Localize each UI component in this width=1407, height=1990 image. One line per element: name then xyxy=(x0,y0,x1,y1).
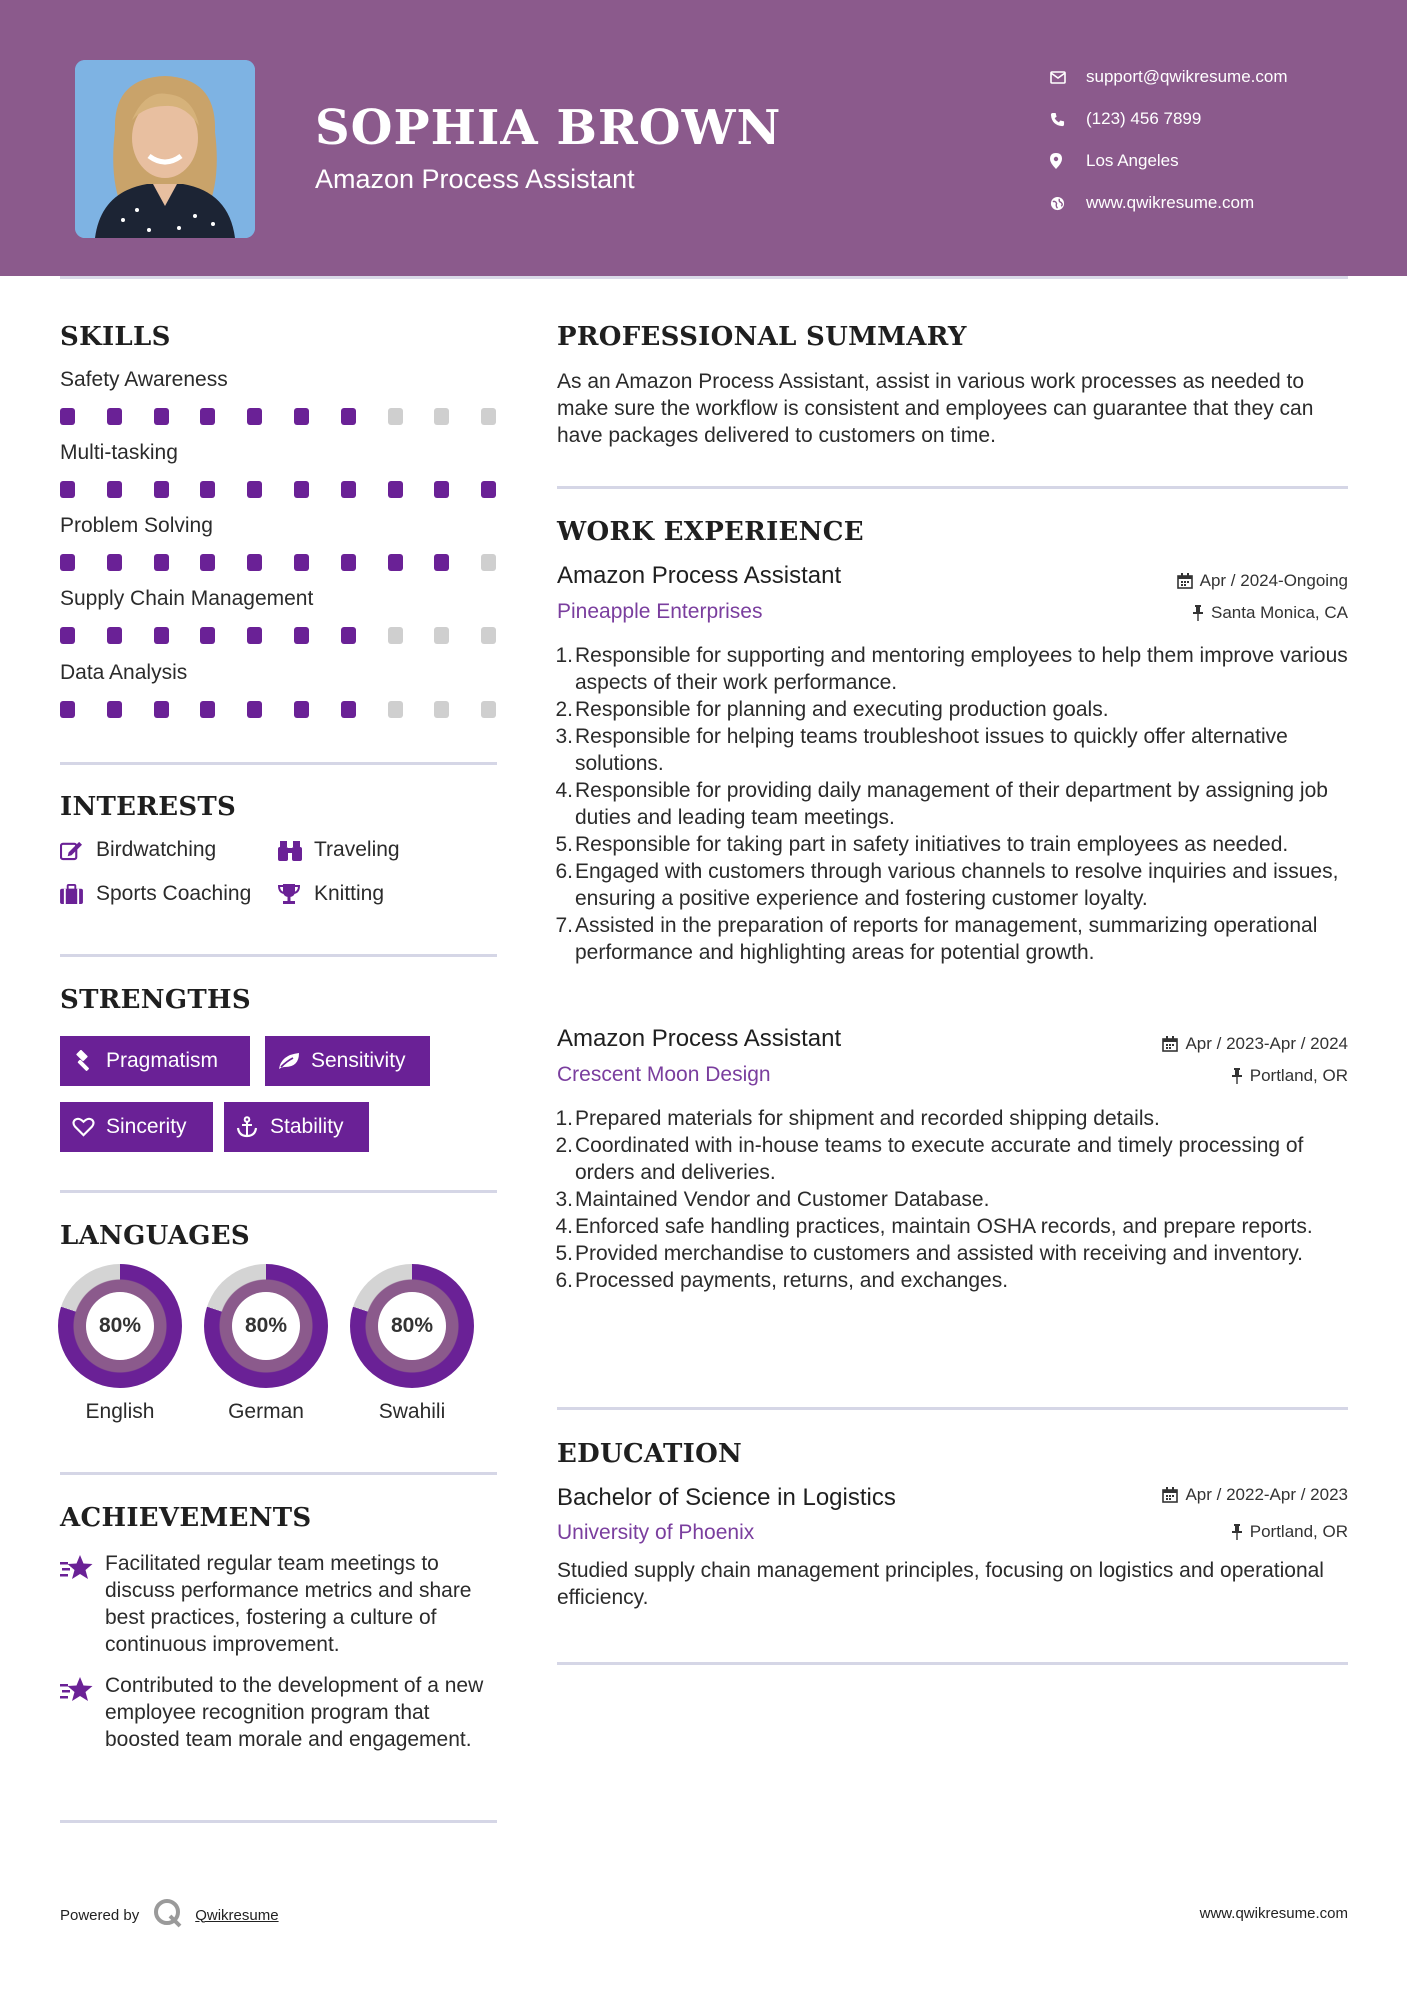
header-divider xyxy=(60,276,1348,279)
section-divider xyxy=(60,954,497,957)
qwikresume-logo-icon xyxy=(153,1898,183,1932)
duty-item: 2. Responsible for planning and executing production goals. xyxy=(555,698,1109,721)
skill-item xyxy=(60,441,500,469)
achievements-heading: ACHIEVEMENTS xyxy=(60,1503,312,1533)
language-percent: 80% xyxy=(232,1292,300,1360)
languages-heading: LANGUAGES xyxy=(60,1221,250,1251)
achievement-text: Contributed to the development of a new employee recognition program that boosted team morale and engagement. xyxy=(105,1674,484,1751)
contact-phone[interactable]: (123) 456 7899 xyxy=(1050,98,1288,140)
skill-item xyxy=(60,587,500,615)
skill-dot-filled xyxy=(107,481,122,498)
interest-item: Birdwatching xyxy=(60,838,216,862)
skill-dot-empty xyxy=(481,627,496,644)
footer-website[interactable]: www.qwikresume.com xyxy=(1199,1905,1348,1922)
skills-heading: SKILLS xyxy=(60,322,171,352)
skill-dot-filled xyxy=(294,701,309,718)
skill-dot-empty xyxy=(481,554,496,571)
skill-dot-filled xyxy=(154,481,169,498)
candidate-title: Amazon Process Assistant xyxy=(315,164,635,194)
skill-dot-filled xyxy=(60,408,75,425)
skill-dot-filled xyxy=(154,627,169,644)
section-divider xyxy=(60,1190,497,1193)
duty-item: 4. Responsible for providing daily management of their department by assigning job duties and leading team meetings. xyxy=(555,779,1328,829)
interest-item: Traveling xyxy=(278,838,400,862)
skill-dot-filled xyxy=(247,481,262,498)
interest-item: Knitting xyxy=(278,882,384,906)
job-duties xyxy=(557,1105,1352,1294)
leaf-icon xyxy=(277,1051,311,1071)
skill-dot-filled xyxy=(388,554,403,571)
skill-dot-filled xyxy=(247,554,262,571)
work-experience-heading: WORK EXPERIENCE xyxy=(557,517,864,547)
strength-badge: Sincerity xyxy=(60,1102,213,1152)
skill-dot-filled xyxy=(247,701,262,718)
skill-dot-empty xyxy=(388,408,403,425)
skill-dot-filled xyxy=(60,627,75,644)
strength-badge: Stability xyxy=(224,1102,369,1152)
skill-name: Multi-tasking xyxy=(60,441,178,464)
job-location: Santa Monica, CA xyxy=(1192,603,1348,623)
education-heading: EDUCATION xyxy=(557,1439,743,1469)
calendar-icon xyxy=(1162,1036,1178,1052)
interest-item: Sports Coaching xyxy=(60,882,251,906)
skill-dot-filled xyxy=(434,554,449,571)
skill-item xyxy=(60,514,500,542)
skill-item xyxy=(60,368,500,396)
job-dates: Apr / 2024-Ongoing xyxy=(1177,571,1348,591)
heart-icon xyxy=(72,1117,106,1137)
skill-dot-filled xyxy=(107,627,122,644)
job-duties xyxy=(557,642,1352,966)
skill-rating xyxy=(60,554,500,572)
job-title: Amazon Process Assistant xyxy=(557,1025,842,1052)
school-name: University of Phoenix xyxy=(557,1521,755,1544)
education-location: Portland, OR xyxy=(1231,1522,1348,1542)
language-ring xyxy=(58,1264,182,1388)
duty-item: 6. Engaged with customers through various channels to resolve inquiries and issues, ensuring a positive experience and fostering customer loyalty. xyxy=(555,860,1339,910)
language-item xyxy=(58,1264,182,1424)
edit-icon xyxy=(60,840,96,861)
anchor-icon xyxy=(236,1116,270,1138)
skill-dot-empty xyxy=(388,701,403,718)
duty-item: 6. Processed payments, returns, and exchanges. xyxy=(555,1269,1009,1292)
skill-dot-filled xyxy=(294,554,309,571)
language-item xyxy=(204,1264,328,1424)
skill-dot-filled xyxy=(200,701,215,718)
candidate-name: SOPHIA BROWN xyxy=(315,100,782,156)
duty-item: 5. Provided merchandise to customers and assisted with receiving and inventory. xyxy=(555,1242,1303,1265)
summary-heading: PROFESSIONAL SUMMARY xyxy=(557,322,967,352)
skill-dot-filled xyxy=(154,554,169,571)
skill-dot-filled xyxy=(388,481,403,498)
section-divider xyxy=(557,1662,1348,1665)
achievement-text: Facilitated regular team meetings to discuss performance metrics and share best practices, fostering a culture of continuous improvement. xyxy=(105,1552,472,1656)
section-divider xyxy=(557,1407,1348,1410)
summary-text: As an Amazon Process Assistant, assist in various work processes as needed to make sure the workflow is consistent and employees can guarantee that they can have packages delivered to customers on time. xyxy=(557,370,1314,447)
profile-photo xyxy=(75,60,255,238)
education-description: Studied supply chain management principles, focusing on logistics and operational efficiency. xyxy=(557,1559,1324,1609)
skill-rating xyxy=(60,701,500,719)
language-percent: 80% xyxy=(378,1292,446,1360)
language-ring xyxy=(204,1264,328,1388)
skill-item xyxy=(60,661,500,689)
pin-icon xyxy=(1192,605,1204,621)
skill-name: Safety Awareness xyxy=(60,368,228,391)
section-divider xyxy=(60,1472,497,1475)
skill-dot-filled xyxy=(341,701,356,718)
degree-title: Bachelor of Science in Logistics xyxy=(557,1484,896,1511)
contact-email[interactable]: support@qwikresume.com xyxy=(1050,56,1288,98)
location-pin-icon xyxy=(1050,153,1086,169)
duty-item: 1. Prepared materials for shipment and recorded shipping details. xyxy=(555,1107,1160,1130)
envelope-icon xyxy=(1050,71,1086,84)
skill-dot-filled xyxy=(200,481,215,498)
trophy-icon xyxy=(278,883,314,905)
skill-dot-empty xyxy=(481,701,496,718)
skill-dot-filled xyxy=(154,701,169,718)
job-company: Crescent Moon Design xyxy=(557,1063,771,1086)
skill-dot-filled xyxy=(107,701,122,718)
skill-dot-filled xyxy=(294,408,309,425)
skill-dot-filled xyxy=(434,481,449,498)
skill-dot-empty xyxy=(434,701,449,718)
skill-name: Problem Solving xyxy=(60,514,213,537)
pin-icon xyxy=(1231,1524,1243,1540)
section-divider xyxy=(60,762,497,765)
job-dates: Apr / 2023-Apr / 2024 xyxy=(1162,1034,1348,1054)
skill-dot-filled xyxy=(107,554,122,571)
strength-badge: Pragmatism xyxy=(60,1036,250,1086)
section-divider xyxy=(60,1820,497,1823)
job-title: Amazon Process Assistant xyxy=(557,562,842,589)
skill-dot-filled xyxy=(294,481,309,498)
gavel-icon xyxy=(72,1050,106,1072)
duty-item: 2. Coordinated with in-house teams to execute accurate and timely processing of orders and deliveries. xyxy=(555,1134,1304,1184)
strengths-heading: STRENGTHS xyxy=(60,985,251,1015)
skill-name: Data Analysis xyxy=(60,661,188,684)
skill-dot-filled xyxy=(341,408,356,425)
skill-rating xyxy=(60,627,500,645)
interests-heading: INTERESTS xyxy=(60,792,237,822)
footer-powered-by: Powered by Qwikresume xyxy=(60,1898,279,1932)
skill-dot-filled xyxy=(247,627,262,644)
star-icon xyxy=(60,1676,94,1709)
contact-website[interactable]: www.qwikresume.com xyxy=(1050,182,1288,224)
skill-dot-filled xyxy=(200,627,215,644)
section-divider xyxy=(557,486,1348,489)
resume-header xyxy=(0,0,1407,276)
skill-dot-empty xyxy=(388,627,403,644)
skill-dot-filled xyxy=(341,481,356,498)
language-name: English xyxy=(85,1400,155,1423)
skill-dot-filled xyxy=(154,408,169,425)
education-dates: Apr / 2022-Apr / 2023 xyxy=(1162,1485,1348,1505)
duty-item: 3. Responsible for helping teams troubleshoot issues to quickly offer alternative solutions. xyxy=(555,725,1288,775)
contact-location: Los Angeles xyxy=(1050,140,1288,182)
language-percent: 80% xyxy=(86,1292,154,1360)
strength-badge: Sensitivity xyxy=(265,1036,430,1086)
calendar-icon xyxy=(1177,573,1193,589)
language-name: German xyxy=(228,1400,304,1423)
globe-icon xyxy=(1050,196,1086,211)
duty-item: 5. Responsible for taking part in safety initiatives to train employees as needed. xyxy=(555,833,1289,856)
phone-icon xyxy=(1050,112,1086,127)
skill-dot-filled xyxy=(294,627,309,644)
skill-dot-empty xyxy=(434,627,449,644)
job-company: Pineapple Enterprises xyxy=(557,600,763,623)
skill-dot-filled xyxy=(247,408,262,425)
skill-rating xyxy=(60,481,500,499)
duty-item: 4. Enforced safe handling practices, maintain OSHA records, and prepare reports. xyxy=(555,1215,1313,1238)
binoculars-icon xyxy=(278,839,314,861)
duty-item: 1. Responsible for supporting and mentoring employees to help them improve various aspects of their work performance. xyxy=(555,644,1348,694)
briefcase-icon xyxy=(60,884,96,904)
star-icon xyxy=(60,1554,94,1587)
skill-dot-filled xyxy=(341,627,356,644)
duty-item: 3. Maintained Vendor and Customer Database. xyxy=(555,1188,990,1211)
skill-dot-filled xyxy=(200,408,215,425)
language-item xyxy=(350,1264,474,1424)
contact-list xyxy=(1050,56,1288,224)
skill-dot-filled xyxy=(200,554,215,571)
skill-dot-filled xyxy=(481,481,496,498)
job-location: Portland, OR xyxy=(1231,1066,1348,1086)
skill-dot-filled xyxy=(60,701,75,718)
skill-dot-filled xyxy=(107,408,122,425)
skill-dot-empty xyxy=(481,408,496,425)
skill-name: Supply Chain Management xyxy=(60,587,314,610)
duty-item: 7. Assisted in the preparation of reports for management, summarizing operational performance and highlighting areas for potential growth. xyxy=(555,914,1318,964)
skill-dot-empty xyxy=(434,408,449,425)
language-ring xyxy=(350,1264,474,1388)
calendar-icon xyxy=(1162,1487,1178,1503)
qwikresume-link[interactable]: Qwikresume xyxy=(195,1906,279,1924)
pin-icon xyxy=(1231,1068,1243,1084)
language-name: Swahili xyxy=(378,1400,446,1423)
skill-rating xyxy=(60,408,500,426)
skill-dot-filled xyxy=(60,554,75,571)
skill-dot-filled xyxy=(60,481,75,498)
skill-dot-filled xyxy=(341,554,356,571)
